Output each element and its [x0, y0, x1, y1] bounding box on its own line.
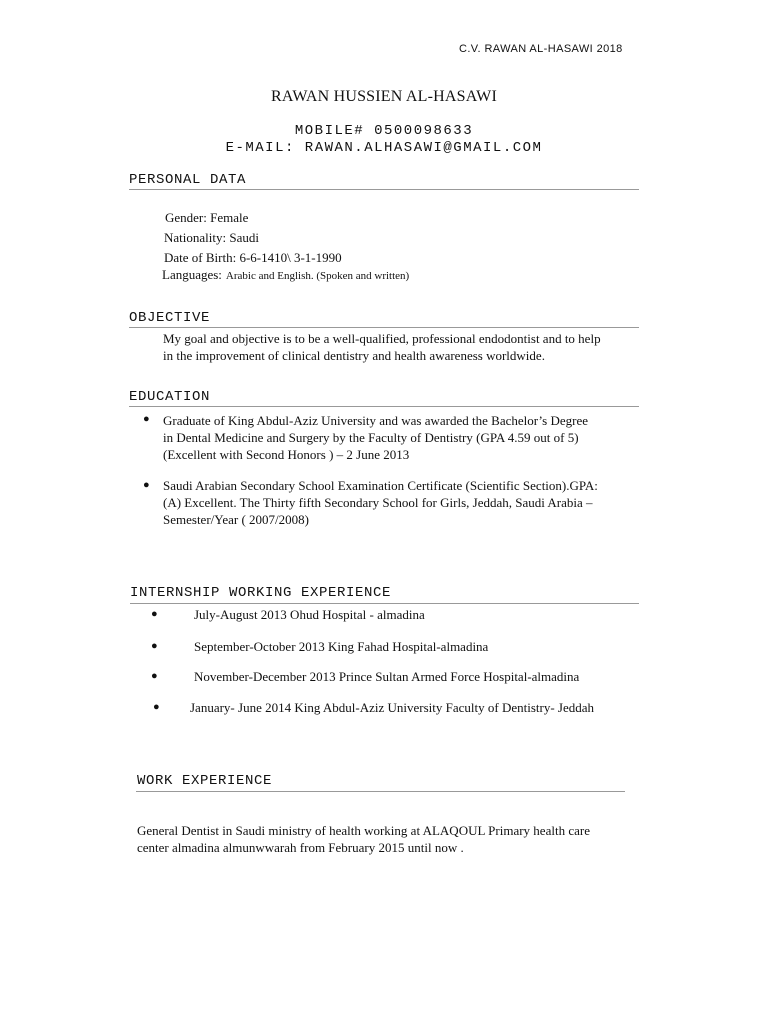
bullet-icon: ● [151, 670, 158, 682]
education-item-1-line-3: (Excellent with Second Honors ) – 2 June 2013 [163, 447, 410, 462]
education-item-2-line-2: (A) Excellent. The Thirty fifth Secondary School for Girls, Jeddah, Saudi Arabia – [163, 495, 593, 510]
bullet-icon: ● [151, 608, 158, 620]
internship-item-3: November-December 2013 Prince Sultan Armed Force Hospital-almadina [194, 669, 580, 684]
work-line-1: General Dentist in Saudi ministry of health working at ALAQOUL Primary health care [137, 823, 590, 838]
education-item-2-line-3: Semester/Year ( 2007/2008) [163, 512, 309, 527]
internship-item-4: January- June 2014 King Abdul-Aziz University Faculty of Dentistry- Jeddah [190, 700, 595, 715]
work-experience-heading: WORK EXPERIENCE [137, 773, 273, 789]
education-heading: EDUCATION [129, 389, 211, 405]
dob-line: Date of Birth: 6-6-1410\ 3-1-1990 [164, 250, 342, 265]
languages-value: Arabic and English. (Spoken and written) [225, 270, 410, 282]
bullet-icon: ● [143, 413, 150, 425]
objective-heading: OBJECTIVE [129, 310, 211, 326]
internship-heading: INTERNSHIP WORKING EXPERIENCE [130, 585, 392, 601]
mobile-number: MOBILE# 0500098633 [294, 123, 474, 139]
objective-line-2: in the improvement of clinical dentistry and health awareness worldwide. [163, 348, 545, 363]
nationality-line: Nationality: Saudi [164, 230, 259, 245]
bullet-icon: ● [151, 640, 158, 652]
bullet-icon: ● [153, 701, 160, 713]
personal-data-rule [129, 189, 639, 190]
languages-label: Languages: [162, 267, 222, 282]
gender-line: Gender: Female [165, 210, 249, 225]
candidate-name: RAWAN HUSSIEN AL-HASAWI [270, 88, 498, 105]
personal-data-heading: PERSONAL DATA [129, 172, 247, 188]
education-item-2-line-1: Saudi Arabian Secondary School Examination Certificate (Scientific Section).GPA: [163, 478, 598, 493]
cv-header-tag: C.V. RAWAN AL-HASAWI 2018 [459, 43, 623, 55]
internship-rule [130, 603, 639, 604]
education-item-1-line-2: in Dental Medicine and Surgery by the Faculty of Dentistry (GPA 4.59 out of 5) [163, 430, 579, 445]
objective-rule [129, 327, 639, 328]
work-experience-rule [136, 791, 625, 792]
education-item-1-line-1: Graduate of King Abdul-Aziz University and was awarded the Bachelor’s Degree [163, 413, 589, 428]
work-line-2: center almadina almunwwarah from February 2015 until now . [137, 840, 464, 855]
internship-item-1: July-August 2013 Ohud Hospital - almadina [194, 607, 425, 622]
education-rule [129, 406, 639, 407]
internship-item-2: September-October 2013 King Fahad Hospital-almadina [194, 639, 489, 654]
bullet-icon: ● [143, 479, 150, 491]
objective-line-1: My goal and objective is to be a well-qualified, professional endodontist and to help [163, 331, 601, 346]
email-address: E-MAIL: RAWAN.ALHASAWI@GMAIL.COM [225, 140, 543, 156]
languages-line [162, 266, 409, 284]
